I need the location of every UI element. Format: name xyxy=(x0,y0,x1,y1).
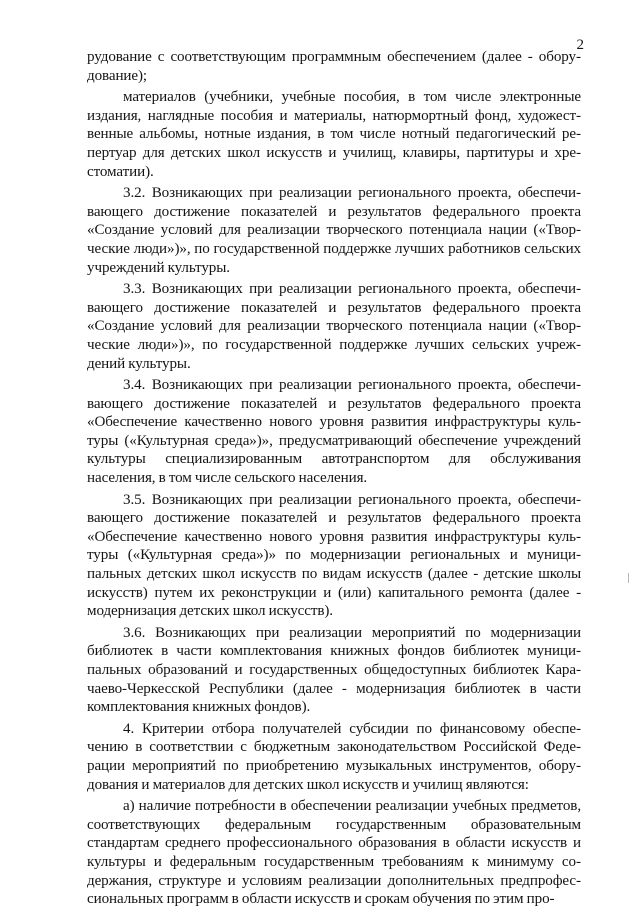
paragraph-3-6: 3.6. Возникающих при реализации мероприятий по модернизации библиотек в части комплектования книжных фондов библиотек муниципальных образований и государственных общедоступных библиотек Карачаево-Черкесской Республики (далее - модернизация библиотек в части комплектования книжных фондов). xyxy=(87,624,581,716)
document-body xyxy=(87,48,581,912)
paragraph-4-criteria: 4. Критерии отбора получателей субсидии по финансовому обеспечению в соответствии с бюджетным законодательством Российской Федерации мероприятий по приобретению музыкальных инструментов, оборудования и материалов для детских школ искусств и училищ являются: xyxy=(87,720,581,793)
page-number: 2 xyxy=(576,37,584,53)
paragraph-3-5: 3.5. Возникающих при реализации регионального проекта, обеспечивающего достижение показателей и результатов федерального проекта «Обеспечение качественно нового уровня развития инфраструктуры культуры («Культурная среда»)» по модернизации региональных и муниципальных детских школ искусств по видам искусств (далее - детские школы искусств) путем их реконструкции и (или) капитального ремонта (далее - модернизация детских школ искусств). xyxy=(87,491,581,620)
scan-mark xyxy=(628,573,629,583)
paragraph-3-4: 3.4. Возникающих при реализации регионального проекта, обеспечивающего достижение показателей и результатов федерального проекта «Обеспечение качественно нового уровня развития инфраструктуры культуры («Культурная среда»)», предусматривающий обеспечение учреждений культуры специализированным автотранспортом для обслуживания населения, в том числе сельского населения. xyxy=(87,377,581,487)
paragraph-materials: материалов (учебники, учебные пособия, в том числе электронные издания, наглядные пособия и материалы, натюрмортный фонд, художественные альбомы, нотные издания, в том числе нотный педагогический репертуар для детских школ искусств и училищ, клавиры, партитуры и хрестоматии). xyxy=(87,89,581,180)
paragraph-3-2: 3.2. Возникающих при реализации регионального проекта, обеспечивающего достижение показателей и результатов федерального проекта «Создание условий для реализации творческого потенциала нации («Творческие люди»)», по государственной поддержке лучших работников сельских учреждений культуры. xyxy=(87,185,581,276)
paragraph-equipment-continued: рудование с соответствующим программным обеспечением (далее - оборудование); xyxy=(87,49,581,84)
paragraph-4-a: а) наличие потребности в обеспечении реализации учебных предметов, соответствующих федеральным государственным образовательным стандартам среднего профессионального образования в области искусств и культуры и федеральным государственным требованиям к минимуму содержания, структуре и условиям реализации дополнительных предпрофессиональных программ в области искусств и срокам обучения по этим про- xyxy=(87,798,581,908)
paragraph-3-3: 3.3. Возникающих при реализации регионального проекта, обеспечивающего достижение показателей и результатов федерального проекта «Создание условий для реализации творческого потенциала нации («Творческие люди»)», по государственной поддержке лучших сельских учреждений культуры. xyxy=(87,281,581,372)
